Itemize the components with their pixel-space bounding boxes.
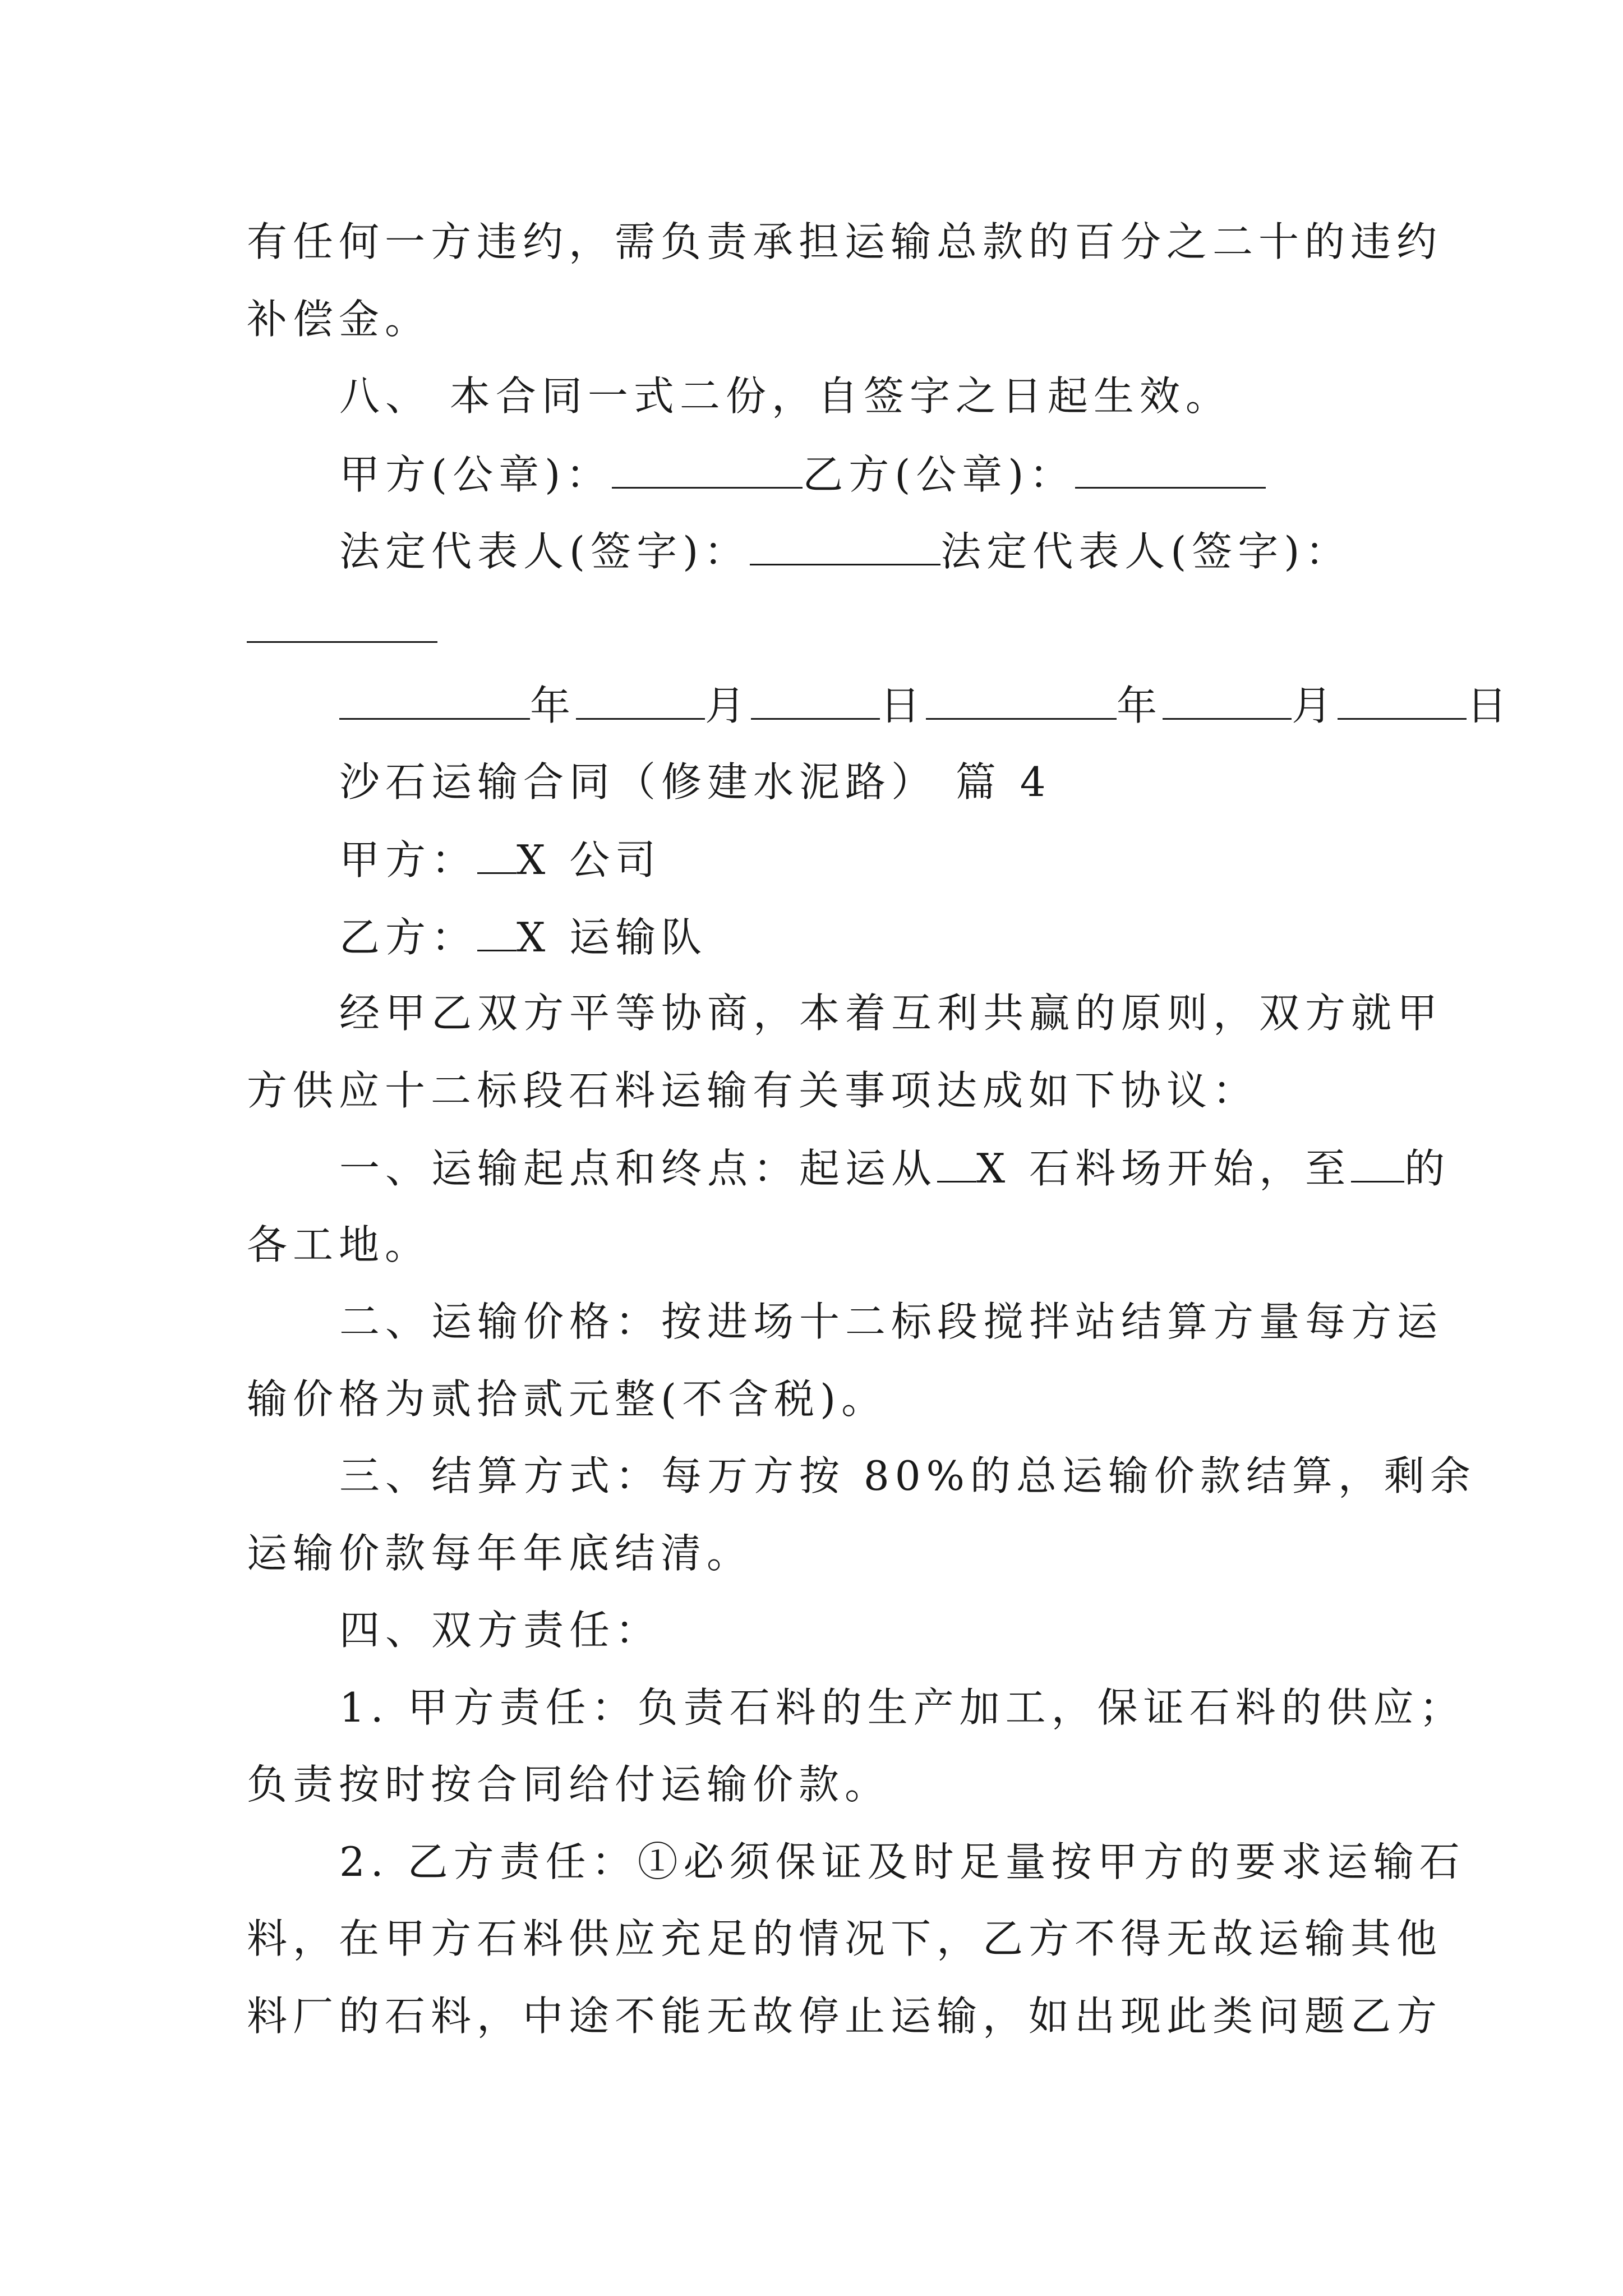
legal-rep-line [339,528,1352,575]
party-a-duty: 1. 甲方责任：负责石料的生产加工，保证石料的供应； [339,1684,1465,1731]
date-line: 年 月 日 年 月 日 [339,684,1513,726]
party-a-rep-label: 法定代表人(签字)： [339,528,750,575]
paragraph-line: 补偿金。 [247,296,431,343]
origin-blank [937,1147,976,1182]
clause-three: 三、结算方式：每万方按 80%的总运输价款结算，剩余 [339,1452,1476,1499]
signature-seal-line [339,451,1266,498]
clause-two: 二、运输价格：按进场十二标段搅拌站结算方量每方运 [339,1298,1444,1345]
clause-eight: 八、 本合同一式二份，自签字之日起生效。 [339,372,1232,420]
party-b-seal-blank [1075,453,1266,489]
paragraph-line: 有任何一方违约，需负责承担运输总款的百分之二十的违约 [247,218,1443,265]
party-b-seal-label: 乙方(公章)： [803,451,1076,498]
paragraph-line: 各工地。 [247,1221,431,1268]
paragraph-line: 输价格为贰拾贰元整(不含税)。 [247,1375,888,1423]
legal-rep-continuation [247,608,437,649]
party-a-seal-label: 甲方(公章)： [339,451,612,498]
paragraph-line: 方供应十二标段石料运输有关事项达成如下协议： [247,1067,1259,1114]
party-b-duty: 2. 乙方责任：①必须保证及时足量按甲方的要求运输石 [339,1838,1465,1885]
paragraph-line: 负责按时按合同给付运输价款。 [247,1761,891,1808]
party-a-rep-blank [750,530,940,565]
party-a-blank [477,839,517,874]
day-blank-a [751,684,880,720]
year-blank-b [926,684,1117,720]
party-b-blank [477,916,517,951]
section-title: 沙石运输合同（修建水泥路） 篇 4 [339,758,1052,806]
year-blank-a [339,684,530,720]
party-a-seal-blank [612,453,803,489]
day-blank-b [1338,684,1467,720]
party-a-line: 甲方： X 公司 [339,836,662,884]
paragraph-line: 运输价款每年年底结清。 [247,1530,753,1577]
clause-four: 四、双方责任： [339,1607,662,1654]
destination-blank [1351,1147,1404,1182]
month-blank-a [576,684,705,720]
paragraph-line: 经甲乙双方平等协商，本着互利共赢的原则，双方就甲 [339,990,1444,1037]
party-b-rep-blank [247,608,437,643]
party-b-line: 乙方： X 运输队 [339,914,708,961]
party-b-rep-label: 法定代表人(签字)： [940,528,1352,575]
paragraph-line: 料，在甲方石料供应充足的情况下，乙方不得无故运输其他 [247,1915,1443,1962]
month-blank-b [1163,684,1292,720]
clause-one: 一、运输起点和终点：起运从 X 石料场开始，至 的 [339,1145,1451,1192]
paragraph-line: 料厂的石料，中途不能无故停止运输，如出现此类问题乙方 [247,1993,1443,2040]
